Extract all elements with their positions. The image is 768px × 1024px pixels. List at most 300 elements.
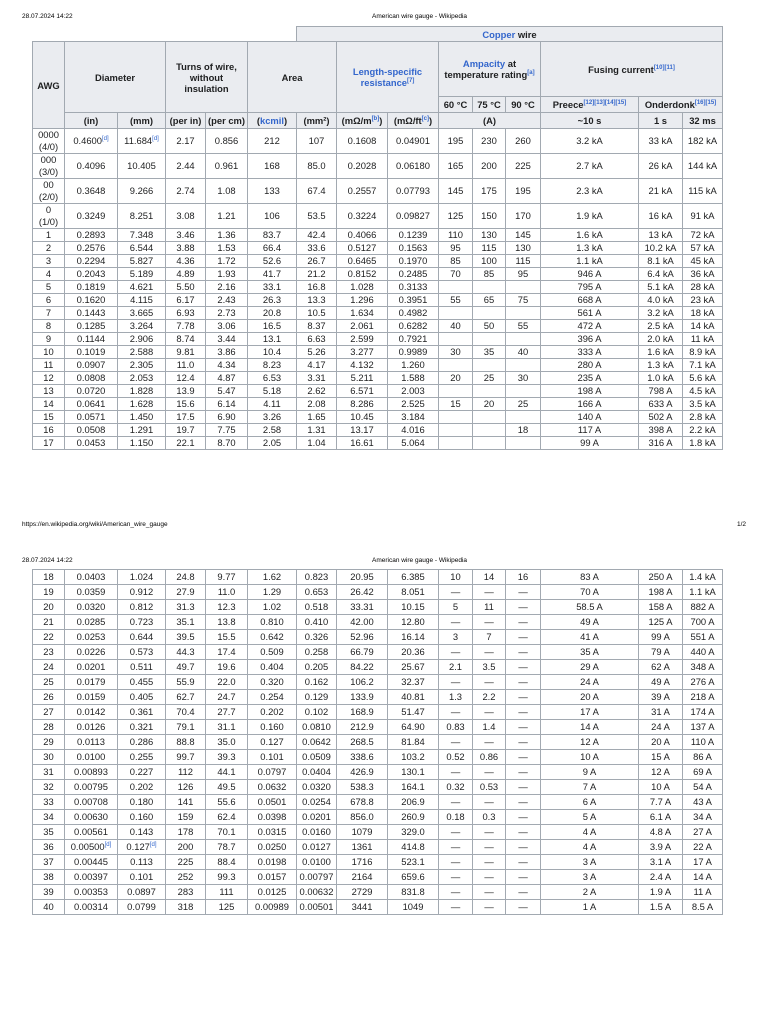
cell-dmm: 9.266 bbox=[118, 179, 166, 204]
cell-dmm: 1.291 bbox=[118, 424, 166, 437]
cell-preece: 140 A bbox=[541, 411, 639, 424]
cell-tin: 55.9 bbox=[166, 675, 206, 690]
cell-mm2: 4.17 bbox=[297, 359, 337, 372]
cell-ohm-ft: 164.1 bbox=[388, 780, 439, 795]
cell-o1: 99 A bbox=[639, 630, 683, 645]
copper-link[interactable]: Copper bbox=[482, 28, 516, 40]
table-row bbox=[33, 870, 723, 885]
cell-mm2: 0.0160 bbox=[297, 825, 337, 840]
cell-a90: — bbox=[506, 660, 541, 675]
cell-o1: 10.2 kA bbox=[639, 242, 683, 255]
footnote-ref[interactable]: [d] bbox=[149, 841, 157, 848]
cell-awg: 6 bbox=[33, 294, 65, 307]
cell-a90: 130 bbox=[506, 242, 541, 255]
cell-din: 0.00893 bbox=[65, 765, 118, 780]
cell-din: 0.1019 bbox=[65, 346, 118, 359]
cell-dmm: 0.180 bbox=[118, 795, 166, 810]
cell-o32: 91 kA bbox=[683, 204, 723, 229]
cell-tin: 2.17 bbox=[166, 129, 206, 154]
cell-preece: 198 A bbox=[541, 385, 639, 398]
cell-tcm: 24.7 bbox=[206, 690, 248, 705]
cell-din: 0.1144 bbox=[65, 333, 118, 346]
cell-tcm: 2.16 bbox=[206, 281, 248, 294]
cell-tin: 22.1 bbox=[166, 437, 206, 450]
cell-preece: 20 A bbox=[541, 690, 639, 705]
cell-o1: 2.5 kA bbox=[639, 320, 683, 333]
cell-a60: — bbox=[439, 840, 473, 855]
cell-a60: 1.3 bbox=[439, 690, 473, 705]
table-row bbox=[33, 398, 723, 411]
cell-mm2: 0.0509 bbox=[297, 750, 337, 765]
cell-ohm-ft: 0.1970 bbox=[388, 255, 439, 268]
cell-tcm: 111 bbox=[206, 885, 248, 900]
cell-din: 0.00353 bbox=[65, 885, 118, 900]
cell-dmm: 4.621 bbox=[118, 281, 166, 294]
cell-tcm: 88.4 bbox=[206, 855, 248, 870]
table-row bbox=[33, 615, 723, 630]
cell-din: 0.1620 bbox=[65, 294, 118, 307]
cell-kcmil: 13.1 bbox=[248, 333, 297, 346]
cell-a90: — bbox=[506, 885, 541, 900]
cell-ohm-ft: 0.4982 bbox=[388, 307, 439, 320]
cell-awg: 18 bbox=[33, 570, 65, 585]
cell-din: 0.0100 bbox=[65, 750, 118, 765]
table-row bbox=[33, 765, 723, 780]
cell-o32: 28 kA bbox=[683, 281, 723, 294]
cell-preece: 1 A bbox=[541, 900, 639, 915]
cell-dmm: 0.573 bbox=[118, 645, 166, 660]
cell-a60: — bbox=[439, 585, 473, 600]
table-row bbox=[33, 204, 723, 229]
cell-mm2: 33.6 bbox=[297, 242, 337, 255]
cell-o1: 6.1 A bbox=[639, 810, 683, 825]
cell-ohm-ft: 2.003 bbox=[388, 385, 439, 398]
cell-ohm-ft: 81.84 bbox=[388, 735, 439, 750]
cell-a75: 50 bbox=[473, 320, 506, 333]
cell-tcm: 4.87 bbox=[206, 372, 248, 385]
cell-din: 0.0571 bbox=[65, 411, 118, 424]
cell-a75: — bbox=[473, 615, 506, 630]
cell-awg: 19 bbox=[33, 585, 65, 600]
cell-ohm-ft: 12.80 bbox=[388, 615, 439, 630]
cell-o32: 144 kA bbox=[683, 154, 723, 179]
cell-dmm: 0.160 bbox=[118, 810, 166, 825]
cell-mm2: 0.0404 bbox=[297, 765, 337, 780]
cell-ohm-m: 42.00 bbox=[337, 615, 388, 630]
cell-a60: — bbox=[439, 795, 473, 810]
cell-tcm: 17.4 bbox=[206, 645, 248, 660]
cell-awg: 12 bbox=[33, 372, 65, 385]
cell-din: 0.00561 bbox=[65, 825, 118, 840]
cell-a75: — bbox=[473, 900, 506, 915]
ampacity-link[interactable]: Ampacity bbox=[462, 58, 506, 69]
cell-preece: 166 A bbox=[541, 398, 639, 411]
cell-tin: 2.44 bbox=[166, 154, 206, 179]
cell-ohm-m: 0.2028 bbox=[337, 154, 388, 179]
table-row bbox=[33, 825, 723, 840]
cell-ohm-m: 20.95 bbox=[337, 570, 388, 585]
cell-a60 bbox=[439, 411, 473, 424]
cell-o1: 2.0 kA bbox=[639, 333, 683, 346]
cell-din: 0.0179 bbox=[65, 675, 118, 690]
cell-o32: 43 A bbox=[683, 795, 723, 810]
cell-kcmil: 0.0198 bbox=[248, 855, 297, 870]
cell-a90: 145 bbox=[506, 229, 541, 242]
unit-per-in: (per in) bbox=[166, 113, 206, 129]
table-row bbox=[33, 268, 723, 281]
cell-tin: 44.3 bbox=[166, 645, 206, 660]
cell-dmm: 0.723 bbox=[118, 615, 166, 630]
cell-preece: 333 A bbox=[541, 346, 639, 359]
cell-mm2: 0.258 bbox=[297, 645, 337, 660]
table-body-page1 bbox=[33, 129, 723, 450]
cell-ohm-ft: 0.09827 bbox=[388, 204, 439, 229]
cell-a75: — bbox=[473, 675, 506, 690]
cell-awg: 00 (2/0) bbox=[33, 179, 65, 204]
cell-din: 0.2576 bbox=[65, 242, 118, 255]
cell-ohm-m: 2.061 bbox=[337, 320, 388, 333]
table-row bbox=[33, 424, 723, 437]
table-row bbox=[33, 900, 723, 915]
table-row bbox=[33, 660, 723, 675]
cell-o1: 24 A bbox=[639, 720, 683, 735]
table-row bbox=[33, 840, 723, 855]
cell-a60: — bbox=[439, 870, 473, 885]
cell-ohm-m: 1079 bbox=[337, 825, 388, 840]
cell-o32: 2.2 kA bbox=[683, 424, 723, 437]
cell-awg: 40 bbox=[33, 900, 65, 915]
cell-awg: 15 bbox=[33, 411, 65, 424]
cell-kcmil: 133 bbox=[248, 179, 297, 204]
unit-in: (in) bbox=[65, 113, 118, 129]
cell-o1: 1.9 A bbox=[639, 885, 683, 900]
cell-kcmil: 0.0250 bbox=[248, 840, 297, 855]
cell-o1: 1.0 kA bbox=[639, 372, 683, 385]
cell-mm2: 0.129 bbox=[297, 690, 337, 705]
cell-o32: 115 kA bbox=[683, 179, 723, 204]
cell-a75: 35 bbox=[473, 346, 506, 359]
cell-din: 0.00795 bbox=[65, 780, 118, 795]
cell-a60: 30 bbox=[439, 346, 473, 359]
cell-ohm-m: 84.22 bbox=[337, 660, 388, 675]
cell-ohm-m: 3441 bbox=[337, 900, 388, 915]
cell-o32: 3.5 kA bbox=[683, 398, 723, 411]
cell-o1: 633 A bbox=[639, 398, 683, 411]
temp-75-header: 75 °C bbox=[473, 97, 506, 113]
cell-mm2: 0.00797 bbox=[297, 870, 337, 885]
temp-90-header: 90 °C bbox=[506, 97, 541, 113]
cell-awg: 35 bbox=[33, 825, 65, 840]
onderdonk-header: Onderdonk[16][15] bbox=[639, 97, 723, 113]
cell-a75: 1.4 bbox=[473, 720, 506, 735]
cell-preece: 17 A bbox=[541, 705, 639, 720]
cell-preece: 99 A bbox=[541, 437, 639, 450]
cell-ohm-m: 26.42 bbox=[337, 585, 388, 600]
cell-awg: 28 bbox=[33, 720, 65, 735]
cell-ohm-m: 8.286 bbox=[337, 398, 388, 411]
cell-dmm: 0.812 bbox=[118, 600, 166, 615]
cell-awg: 38 bbox=[33, 870, 65, 885]
cell-tcm: 35.0 bbox=[206, 735, 248, 750]
cell-din: 0.00500[d] bbox=[65, 840, 118, 855]
cell-a90: 170 bbox=[506, 204, 541, 229]
cell-kcmil: 20.8 bbox=[248, 307, 297, 320]
footnote-ref[interactable]: [d] bbox=[104, 841, 112, 848]
table-row bbox=[33, 229, 723, 242]
unit-32ms: 32 ms bbox=[683, 113, 723, 129]
cell-o1: 798 A bbox=[639, 385, 683, 398]
cell-din: 0.00708 bbox=[65, 795, 118, 810]
cell-a75: 200 bbox=[473, 154, 506, 179]
awg-header: AWG bbox=[33, 42, 65, 129]
cell-mm2: 42.4 bbox=[297, 229, 337, 242]
cell-awg: 13 bbox=[33, 385, 65, 398]
cell-a75 bbox=[473, 424, 506, 437]
cell-o32: 27 A bbox=[683, 825, 723, 840]
cell-o32: 72 kA bbox=[683, 229, 723, 242]
footnote-ref[interactable]: [d] bbox=[102, 135, 109, 142]
cell-o1: 3.2 kA bbox=[639, 307, 683, 320]
cell-ohm-ft: 0.2485 bbox=[388, 268, 439, 281]
cell-dmm: 3.665 bbox=[118, 307, 166, 320]
cell-ohm-m: 0.5127 bbox=[337, 242, 388, 255]
cell-tcm: 15.5 bbox=[206, 630, 248, 645]
cell-ohm-ft: 3.184 bbox=[388, 411, 439, 424]
cell-ohm-ft: 20.36 bbox=[388, 645, 439, 660]
cell-a75: 130 bbox=[473, 229, 506, 242]
cell-ohm-ft: 4.016 bbox=[388, 424, 439, 437]
cell-tcm: 39.3 bbox=[206, 750, 248, 765]
print-title-page2: American wire gauge - Wikipedia bbox=[372, 557, 468, 564]
cell-kcmil: 0.320 bbox=[248, 675, 297, 690]
cell-a90: 30 bbox=[506, 372, 541, 385]
cell-o32: 218 A bbox=[683, 690, 723, 705]
cell-preece: 29 A bbox=[541, 660, 639, 675]
cell-kcmil: 2.58 bbox=[248, 424, 297, 437]
cell-kcmil: 0.0398 bbox=[248, 810, 297, 825]
cell-awg: 16 bbox=[33, 424, 65, 437]
cell-o1: 3.9 A bbox=[639, 840, 683, 855]
cell-preece: 2 A bbox=[541, 885, 639, 900]
cell-tin: 178 bbox=[166, 825, 206, 840]
table-row bbox=[33, 320, 723, 333]
cell-a60: 0.52 bbox=[439, 750, 473, 765]
cell-tin: 24.8 bbox=[166, 570, 206, 585]
cell-a90: — bbox=[506, 765, 541, 780]
cell-mm2: 0.205 bbox=[297, 660, 337, 675]
cell-ohm-ft: 0.3951 bbox=[388, 294, 439, 307]
cell-a75: — bbox=[473, 870, 506, 885]
cell-dmm: 1.450 bbox=[118, 411, 166, 424]
cell-dmm: 0.511 bbox=[118, 660, 166, 675]
cell-preece: 4 A bbox=[541, 825, 639, 840]
cell-ohm-m: 10.45 bbox=[337, 411, 388, 424]
cell-a60: 110 bbox=[439, 229, 473, 242]
cell-mm2: 21.2 bbox=[297, 268, 337, 281]
cell-a75: 100 bbox=[473, 255, 506, 268]
cell-tcm: 31.1 bbox=[206, 720, 248, 735]
footnote-ref[interactable]: [d] bbox=[152, 135, 159, 142]
cell-ohm-ft: 40.81 bbox=[388, 690, 439, 705]
cell-mm2: 2.08 bbox=[297, 398, 337, 411]
cell-a60: 55 bbox=[439, 294, 473, 307]
table-row bbox=[33, 385, 723, 398]
cell-o1: 4.8 A bbox=[639, 825, 683, 840]
cell-mm2: 107 bbox=[297, 129, 337, 154]
cell-a75 bbox=[473, 359, 506, 372]
cell-ohm-m: 0.1608 bbox=[337, 129, 388, 154]
cell-tin: 8.74 bbox=[166, 333, 206, 346]
cell-a90: — bbox=[506, 645, 541, 660]
cell-dmm: 10.405 bbox=[118, 154, 166, 179]
cell-mm2: 0.653 bbox=[297, 585, 337, 600]
cell-din: 0.4096 bbox=[65, 154, 118, 179]
cell-preece: 41 A bbox=[541, 630, 639, 645]
table-row bbox=[33, 307, 723, 320]
cell-a60: — bbox=[439, 825, 473, 840]
cell-a90: 225 bbox=[506, 154, 541, 179]
cell-a60: 70 bbox=[439, 268, 473, 281]
cell-a90: — bbox=[506, 840, 541, 855]
cell-a90: — bbox=[506, 810, 541, 825]
cell-tin: 4.89 bbox=[166, 268, 206, 281]
cell-o1: 502 A bbox=[639, 411, 683, 424]
table-row bbox=[33, 855, 723, 870]
cell-o32: 11 A bbox=[683, 885, 723, 900]
cell-o32: 86 A bbox=[683, 750, 723, 765]
cell-tcm: 12.3 bbox=[206, 600, 248, 615]
cell-tin: 15.6 bbox=[166, 398, 206, 411]
cell-kcmil: 0.0157 bbox=[248, 870, 297, 885]
cell-tin: 5.50 bbox=[166, 281, 206, 294]
kcmil-link[interactable]: kcmil bbox=[260, 115, 284, 126]
turns-header: Turns of wire, without insulation bbox=[166, 42, 248, 113]
cell-ohm-ft: 2.525 bbox=[388, 398, 439, 411]
cell-awg: 39 bbox=[33, 885, 65, 900]
cell-a60: 40 bbox=[439, 320, 473, 333]
cell-a75: — bbox=[473, 795, 506, 810]
cell-tcm: 70.1 bbox=[206, 825, 248, 840]
cell-mm2: 1.31 bbox=[297, 424, 337, 437]
cell-o1: 3.1 A bbox=[639, 855, 683, 870]
cell-o32: 1.8 kA bbox=[683, 437, 723, 450]
cell-a75: — bbox=[473, 705, 506, 720]
cell-din: 0.2294 bbox=[65, 255, 118, 268]
cell-kcmil: 83.7 bbox=[248, 229, 297, 242]
cell-ohm-m: 13.17 bbox=[337, 424, 388, 437]
cell-preece: 3 A bbox=[541, 870, 639, 885]
cell-a90: 40 bbox=[506, 346, 541, 359]
cell-ohm-m: 2164 bbox=[337, 870, 388, 885]
unit-per-cm: (per cm) bbox=[206, 113, 248, 129]
cell-a60: — bbox=[439, 705, 473, 720]
table-row bbox=[33, 750, 723, 765]
cell-o32: 11 kA bbox=[683, 333, 723, 346]
cell-ohm-ft: 8.051 bbox=[388, 585, 439, 600]
cell-tcm: 13.8 bbox=[206, 615, 248, 630]
cell-a75: 65 bbox=[473, 294, 506, 307]
cell-a90 bbox=[506, 333, 541, 346]
cell-ohm-ft: 260.9 bbox=[388, 810, 439, 825]
cell-o32: 45 kA bbox=[683, 255, 723, 268]
cell-a90: — bbox=[506, 630, 541, 645]
cell-ohm-ft: 5.064 bbox=[388, 437, 439, 450]
cell-din: 0.0113 bbox=[65, 735, 118, 750]
cell-kcmil: 41.7 bbox=[248, 268, 297, 281]
cell-dmm: 0.143 bbox=[118, 825, 166, 840]
cell-preece: 14 A bbox=[541, 720, 639, 735]
cell-dmm: 6.544 bbox=[118, 242, 166, 255]
cell-tin: 49.7 bbox=[166, 660, 206, 675]
cell-dmm: 11.684[d] bbox=[118, 129, 166, 154]
cell-ohm-ft: 0.04901 bbox=[388, 129, 439, 154]
cell-tcm: 55.6 bbox=[206, 795, 248, 810]
cell-dmm: 0.202 bbox=[118, 780, 166, 795]
cell-ohm-ft: 51.47 bbox=[388, 705, 439, 720]
cell-a60: 95 bbox=[439, 242, 473, 255]
resistance-header: Length-specific resistance[7] bbox=[337, 42, 439, 113]
cell-kcmil: 168 bbox=[248, 154, 297, 179]
cell-tcm: 62.4 bbox=[206, 810, 248, 825]
cell-preece: 83 A bbox=[541, 570, 639, 585]
cell-o1: 15 A bbox=[639, 750, 683, 765]
cell-o32: 440 A bbox=[683, 645, 723, 660]
cell-dmm: 0.286 bbox=[118, 735, 166, 750]
cell-ohm-m: 5.211 bbox=[337, 372, 388, 385]
cell-kcmil: 16.5 bbox=[248, 320, 297, 333]
unit-ohm-m: (mΩ/m[b]) bbox=[337, 113, 388, 129]
cell-o1: 198 A bbox=[639, 585, 683, 600]
cell-tin: 79.1 bbox=[166, 720, 206, 735]
resistance-link[interactable]: Length-specific resistance bbox=[352, 66, 423, 88]
cell-ohm-ft: 0.6282 bbox=[388, 320, 439, 333]
cell-din: 0.0359 bbox=[65, 585, 118, 600]
table-row bbox=[33, 630, 723, 645]
cell-tcm: 6.90 bbox=[206, 411, 248, 424]
cell-tin: 3.46 bbox=[166, 229, 206, 242]
cell-tcm: 3.44 bbox=[206, 333, 248, 346]
cell-o1: 16 kA bbox=[639, 204, 683, 229]
cell-o1: 4.0 kA bbox=[639, 294, 683, 307]
cell-a60 bbox=[439, 281, 473, 294]
cell-a60: 125 bbox=[439, 204, 473, 229]
cell-mm2: 85.0 bbox=[297, 154, 337, 179]
cell-din: 0.0126 bbox=[65, 720, 118, 735]
cell-ohm-ft: 329.0 bbox=[388, 825, 439, 840]
cell-a60: — bbox=[439, 885, 473, 900]
cell-o32: 4.5 kA bbox=[683, 385, 723, 398]
cell-kcmil: 33.1 bbox=[248, 281, 297, 294]
cell-awg: 26 bbox=[33, 690, 65, 705]
cell-tin: 13.9 bbox=[166, 385, 206, 398]
cell-a60 bbox=[439, 307, 473, 320]
cell-din: 0.00397 bbox=[65, 870, 118, 885]
cell-ohm-ft: 414.8 bbox=[388, 840, 439, 855]
cell-tin: 225 bbox=[166, 855, 206, 870]
cell-tin: 3.88 bbox=[166, 242, 206, 255]
cell-dmm: 2.305 bbox=[118, 359, 166, 372]
cell-tin: 2.74 bbox=[166, 179, 206, 204]
cell-a75 bbox=[473, 437, 506, 450]
cell-a60: — bbox=[439, 675, 473, 690]
cell-ohm-m: 0.3224 bbox=[337, 204, 388, 229]
cell-o32: 17 A bbox=[683, 855, 723, 870]
cell-awg: 17 bbox=[33, 437, 65, 450]
cell-tin: 6.17 bbox=[166, 294, 206, 307]
table-row bbox=[33, 645, 723, 660]
cell-o1: 125 A bbox=[639, 615, 683, 630]
cell-din: 0.2043 bbox=[65, 268, 118, 281]
